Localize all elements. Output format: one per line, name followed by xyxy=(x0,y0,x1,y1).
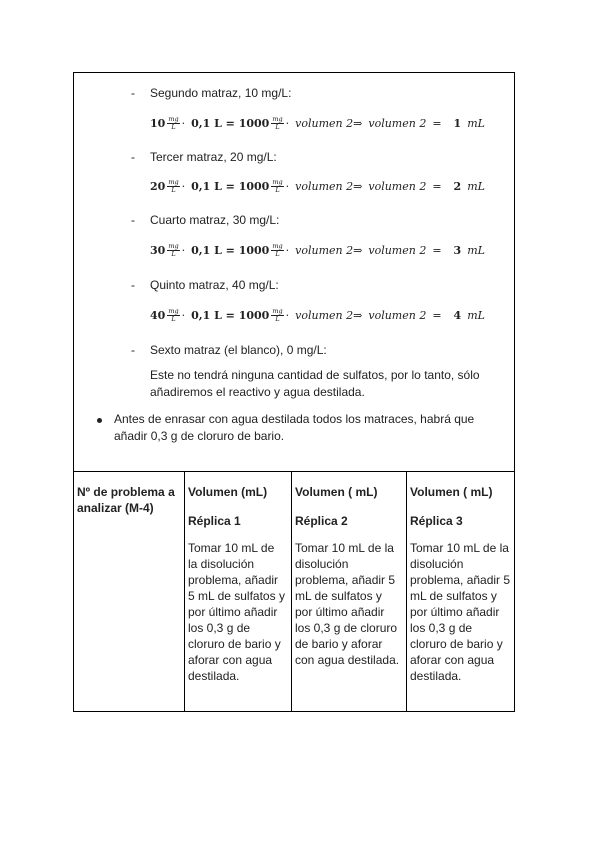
list-dash: - xyxy=(131,86,135,100)
flask-2-label: Segundo matraz, 10 mg/L: xyxy=(150,86,292,100)
problem-header: Nº de problema a analizar (M-4) xyxy=(77,485,175,515)
flask-3-equation: 20 $\frac{mg}{L}$ · 0,1 L = 1000 $\frac{mg}{L}$ · volumen 2 ⇒ volumen 2 = 2 mL xyxy=(150,178,485,194)
volume-header-3: Volumen ( mL) xyxy=(410,485,493,499)
bullet-dot xyxy=(97,418,102,423)
list-dash: - xyxy=(131,213,135,227)
barium-note: Antes de enrasar con agua destilada todos los matraces, habrá que añadir 0,3 g de cloruro de bario. xyxy=(114,412,475,443)
blank-description: Este no tendrá ninguna cantidad de sulfatos, por lo tanto, sólo añadiremos el reactivo y agua destilada. xyxy=(150,368,480,399)
column-divider-2 xyxy=(291,471,292,712)
replica-2-procedure: Tomar 10 mL de la disolución problema, añadir 5 mL de sulfatos y por último añadir los 0,3 g de cloruro de bario y aforar con agua destilada. xyxy=(295,541,400,667)
list-dash: - xyxy=(131,278,135,292)
volume-header-1: Volumen (mL) xyxy=(188,485,268,499)
column-divider-3 xyxy=(406,471,407,712)
flask-4-label: Cuarto matraz, 30 mg/L: xyxy=(150,213,280,227)
flask-5-label: Quinto matraz, 40 mg/L: xyxy=(150,278,279,292)
flask-4-equation: 30 $\frac{mg}{L}$ · 0,1 L = 1000 $\frac{mg}{L}$ · volumen 2 ⇒ volumen 2 = 3 mL xyxy=(150,242,485,258)
replica-3-procedure: Tomar 10 mL de la disolución problema, añadir 5 mL de sulfatos y por último añadir los 0,3 g de cloruro de bario y aforar con agua destilada. xyxy=(410,541,511,683)
replica-3-label: Réplica 3 xyxy=(410,514,463,528)
list-dash: - xyxy=(131,150,135,164)
replica-2-label: Réplica 2 xyxy=(295,514,348,528)
replica-1-label: Réplica 1 xyxy=(188,514,241,528)
volume-header-2: Volumen ( mL) xyxy=(295,485,378,499)
column-divider-1 xyxy=(184,471,185,712)
flask-6-label: Sexto matraz (el blanco), 0 mg/L: xyxy=(150,343,327,357)
table-divider xyxy=(74,471,514,472)
flask-5-equation: 40 $\frac{mg}{L}$ · 0,1 L = 1000 $\frac{mg}{L}$ · volumen 2 ⇒ volumen 2 = 4 mL xyxy=(150,307,485,323)
flask-3-label: Tercer matraz, 20 mg/L: xyxy=(150,150,277,164)
flask-2-equation: 10 $\frac{mg}{L}$ · 0,1 L = 1000 $\frac{mg}{L}$ · volumen 2 ⇒ volumen 2 = 1 mL xyxy=(150,115,485,131)
list-dash: - xyxy=(131,343,135,357)
replica-1-procedure: Tomar 10 mL de la disolución problema, añadir 5 mL de sulfatos y por último añadir los 0,3 g de cloruro de bario y aforar con agua destilada. xyxy=(188,541,285,683)
